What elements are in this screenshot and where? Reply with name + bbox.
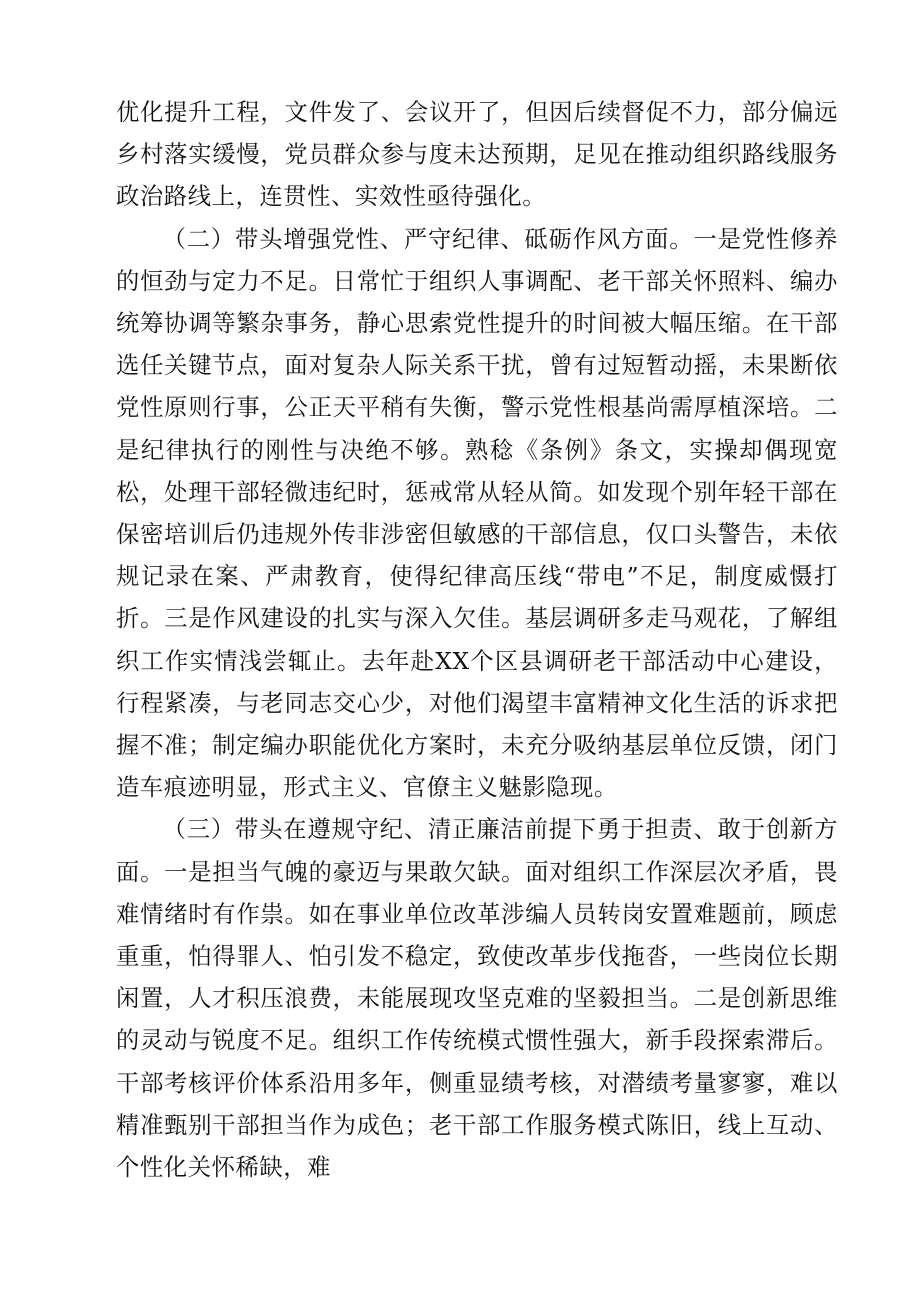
paragraph-section-2: （二）带头增强党性、严守纪律、砥砺作风方面。一是党性修养的恒劲与定力不足。日常忙于组织人事调配、老干部关怀照料、编办统筹协调等繁杂事务，静心思索党性提升的时间被大幅压缩。在干部选任关键节点，面对复杂人际关系干扰，曾有过短暂动摇，未果断依党性原则行事，公正天平稍有失衡，警示党性根基尚需厚植深培。二是纪律执行的刚性与决绝不够。熟稔《条例》条文，实操却偶现宽松，处理干部轻微违纪时，惩戒常从轻从简。如发现个别年轻干部在保密培训后仍违规外传非涉密但敏感的干部信息，仅口头警告，未依规记录在案、严肃教育，使得纪律高压线“带电”不足，制度威慑打折。三是作风建设的扎实与深入欠佳。基层调研多走马观花，了解组织工作实情浅尝辄止。去年赴XX个区县调研老干部活动中心建设，行程紧凑，与老同志交心少，对他们渴望丰富精神文化生活的诉求把握不准；制定编办职能优化方案时，未充分吸纳基层单位反馈，闭门造车痕迹明显，形式主义、官僚主义魅影隐现。 (116, 225, 838, 802)
paragraph-section-3: （三）带头在遵规守纪、清正廉洁前提下勇于担责、敢于创新方面。一是担当气魄的豪迈与果敢欠缺。面对组织工作深层次矛盾，畏难情绪时有作祟。如在事业单位改革涉编人员转岗安置难题前，顾虑重重，怕得罪人、怕引发不稳定，致使改革步伐拖沓，一些岗位长期闲置，人才积压浪费，未能展现攻坚克难的坚毅担当。二是创新思维的灵动与锐度不足。组织工作传统模式惯性强大，新手段探索滞后。干部考核评价体系沿用多年，侧重显绩考核，对潜绩考量寥寥，难以精准甄别干部担当作为成色；老干部工作服务模式陈旧，线上互动、个性化关怀稀缺，难 (116, 816, 838, 1182)
document-body (116, 92, 838, 1189)
paragraph-continuation: 优化提升工程，文件发了、会议开了，但因后续督促不力，部分偏远乡村落实缓慢，党员群众参与度未达预期，足见在推动组织路线服务政治路线上，连贯性、实效性亟待强化。 (116, 99, 838, 211)
